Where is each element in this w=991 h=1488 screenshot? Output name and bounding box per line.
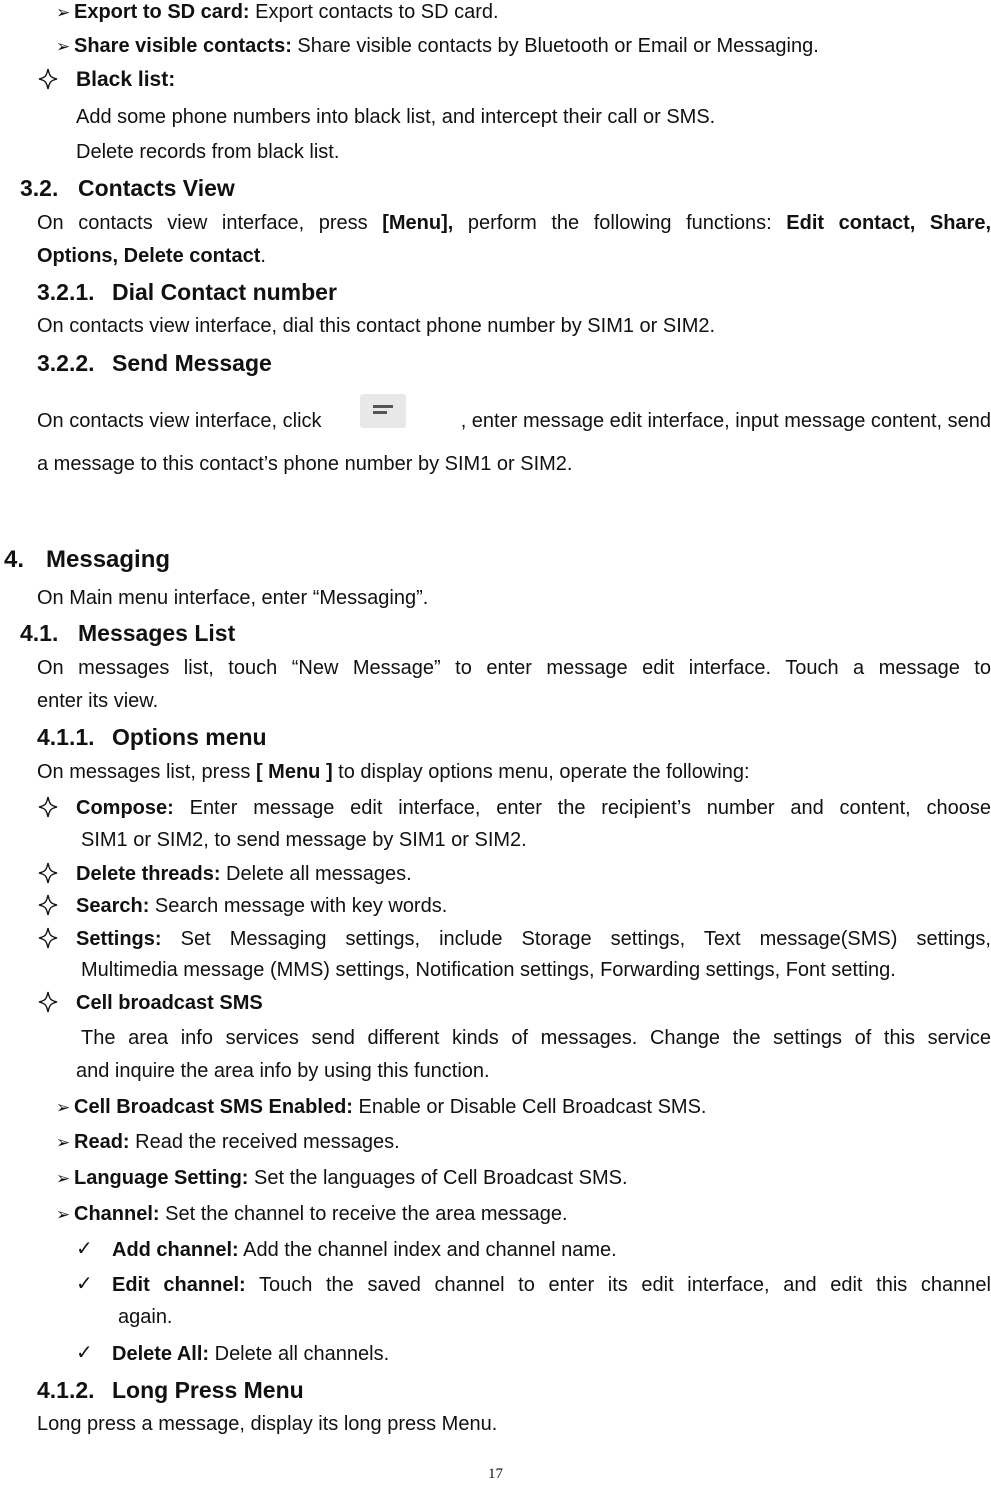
options-menu-text: On messages list, press [ Menu ] to display options menu, operate the following:: [37, 761, 750, 783]
heading-3-2-2: 3.2.2. Send Message: [37, 350, 272, 376]
arrow-bullet-icon: ➢: [56, 1133, 71, 1152]
menu-icon: [360, 394, 406, 428]
cell-broadcast-line2: and inquire the area info by using this function.: [76, 1060, 490, 1082]
messages-list-line1: On messages list, touch “New Message” to enter message edit interface. Touch a message to: [37, 657, 991, 679]
cell-broadcast-line1: The area info services send different kinds of messages. Change the settings of this service: [81, 1027, 991, 1049]
cell-broadcast-title: Cell broadcast SMS: [76, 992, 263, 1014]
send-message-text-c: a message to this contact’s phone number by SIM1 or SIM2.: [37, 453, 573, 475]
messages-list-line2: enter its view.: [37, 690, 159, 712]
heading-4-1-2: 4.1.2. Long Press Menu: [37, 1377, 304, 1403]
settings-line2: Multimedia message (MMS) settings, Notification settings, Forwarding settings, Font setting.: [81, 959, 896, 981]
bullet-cb-language: ➢ Language Setting: Set the languages of Cell Broadcast SMS.: [56, 1167, 628, 1189]
arrow-bullet-icon: ➢: [56, 1098, 71, 1117]
arrow-bullet-icon: ➢: [56, 1169, 71, 1188]
check-icon: ✓: [76, 1342, 93, 1364]
black-list-title: Black list:: [76, 68, 176, 91]
diamond-outline-icon: [38, 991, 58, 1013]
contacts-view-para-line1: On contacts view interface, press [Menu], perform the following functions: Edit contact, Share,: [37, 212, 991, 234]
send-message-text-a: On contacts view interface, click: [37, 410, 322, 432]
contacts-view-para-line2: Options, Delete contact.: [37, 245, 266, 267]
add-channel: Add channel: Add the channel index and channel name.: [112, 1239, 617, 1261]
black-list-line1: Add some phone numbers into black list, and intercept their call or SMS.: [76, 106, 716, 128]
diamond-outline-icon: [38, 927, 58, 949]
diamond-outline-icon: [38, 894, 58, 916]
heading-3-2: 3.2. Contacts View: [20, 175, 235, 201]
arrow-bullet-icon: ➢: [56, 37, 71, 56]
compose-line1: Compose: Enter message edit interface, enter the recipient’s number and content, choose: [76, 797, 991, 819]
arrow-bullet-icon: ➢: [56, 3, 71, 22]
bullet-share-visible: ➢ Share visible contacts: Share visible contacts by Bluetooth or Email or Messaging.: [56, 35, 819, 57]
bullet-cb-enabled: ➢ Cell Broadcast SMS Enabled: Enable or Disable Cell Broadcast SMS.: [56, 1096, 707, 1118]
heading-4: 4. Messaging: [4, 546, 171, 573]
long-press-text: Long press a message, display its long press Menu.: [37, 1413, 498, 1435]
delete-threads: Delete threads: Delete all messages.: [76, 863, 412, 885]
messaging-intro: On Main menu interface, enter “Messaging”.: [37, 587, 429, 609]
edit-channel-line2: again.: [118, 1306, 173, 1328]
diamond-outline-icon: [38, 68, 58, 90]
send-message-text-b: , enter message edit interface, input message content, send: [460, 410, 991, 432]
heading-3-2-1: 3.2.1. Dial Contact number: [37, 279, 337, 305]
black-list-line2: Delete records from black list.: [76, 141, 340, 163]
check-icon: ✓: [76, 1273, 93, 1295]
page-number: 17: [488, 1466, 503, 1482]
check-icon: ✓: [76, 1238, 93, 1260]
search-item: Search: Search message with key words.: [76, 895, 448, 917]
edit-channel-line1: Edit channel: Touch the saved channel to enter its edit interface, and edit this channel: [112, 1274, 991, 1296]
bullet-export-sd: ➢ Export to SD card: Export contacts to SD card.: [56, 1, 499, 23]
delete-all: Delete All: Delete all channels.: [112, 1343, 390, 1365]
heading-4-1: 4.1. Messages List: [20, 620, 236, 646]
diamond-outline-icon: [38, 796, 58, 818]
diamond-outline-icon: [38, 862, 58, 884]
bullet-cb-read: ➢ Read: Read the received messages.: [56, 1131, 400, 1153]
arrow-bullet-icon: ➢: [56, 1205, 71, 1224]
settings-line1: Settings: Set Messaging settings, include Storage settings, Text message(SMS) settings,: [76, 928, 991, 950]
bullet-cb-channel: ➢ Channel: Set the channel to receive the area message.: [56, 1203, 568, 1225]
dial-contact-text: On contacts view interface, dial this contact phone number by SIM1 or SIM2.: [37, 315, 716, 337]
compose-line2: SIM1 or SIM2, to send message by SIM1 or SIM2.: [81, 829, 527, 851]
heading-4-1-1: 4.1.1. Options menu: [37, 724, 267, 750]
